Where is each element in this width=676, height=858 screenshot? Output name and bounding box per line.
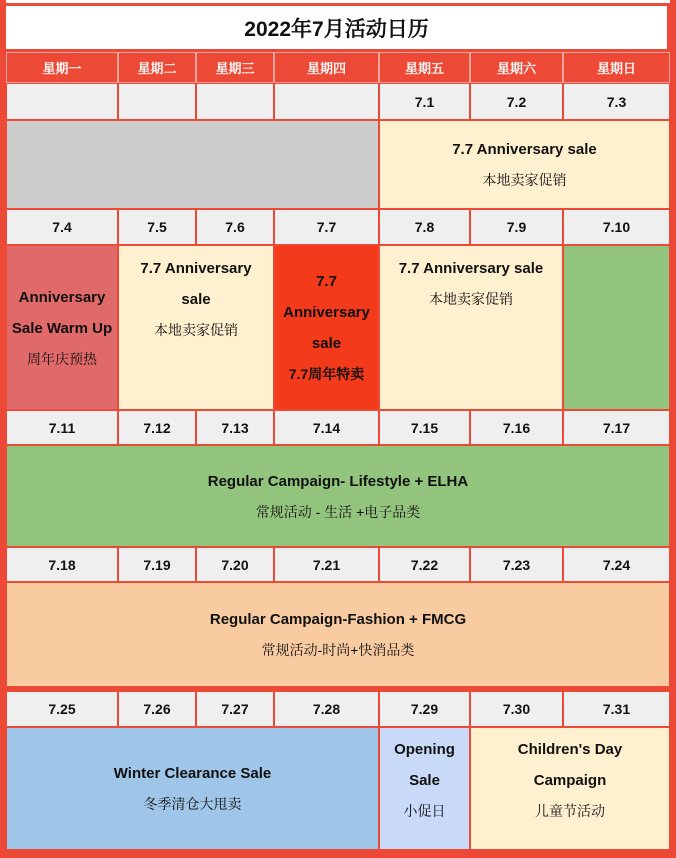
date-cell: 7.17: [563, 410, 670, 445]
date-cell: [196, 83, 274, 120]
event-anniversary-warm-up: [6, 245, 118, 410]
date-cell: 7.16: [470, 410, 563, 445]
right-border-strip: [670, 0, 676, 858]
date-cell: 7.21: [274, 547, 379, 582]
date-cell: 7.24: [563, 547, 670, 582]
event-regular-fashion: [6, 582, 670, 687]
event-title: Children's Day Campaign: [517, 741, 623, 789]
event-title: Anniversary Sale Warm Up: [11, 288, 113, 337]
page-title: 2022年7月活动日历: [3, 3, 670, 52]
date-cell: 7.1: [379, 83, 470, 120]
event-subtitle: 本地卖家促销: [429, 291, 513, 307]
event-anniversary-day: [274, 245, 379, 410]
event-anniversary-local: [118, 245, 274, 410]
event-title: 7.7 Anniversary sale: [452, 141, 597, 158]
empty-block: [6, 120, 379, 209]
event-subtitle: 常规活动 - 生活 +电子品类: [255, 503, 421, 520]
event-block-green: [563, 245, 670, 410]
date-cell: 7.15: [379, 410, 470, 445]
date-cell: 7.23: [470, 547, 563, 582]
date-cell: 7.26: [118, 691, 196, 727]
event-subtitle: 7.7周年特卖: [288, 366, 365, 382]
date-cell: [118, 83, 196, 120]
weekday-mon: 星期一: [6, 52, 118, 83]
date-cell: 7.19: [118, 547, 196, 582]
date-cell: 7.28: [274, 691, 379, 727]
date-cell: 7.2: [470, 83, 563, 120]
date-cell: 7.25: [6, 691, 118, 727]
date-cell: 7.5: [118, 209, 196, 245]
event-subtitle: 儿童节活动: [535, 803, 605, 819]
weekday-sun: 星期日: [563, 52, 670, 83]
event-subtitle: 常规活动-时尚+快消品类: [261, 642, 415, 658]
bottom-border-strip: [0, 850, 676, 858]
date-cell: 7.8: [379, 209, 470, 245]
date-cell: 7.3: [563, 83, 670, 120]
event-title: Regular Campaign-Fashion + FMCG: [209, 611, 467, 628]
event-title: 7.7 Anniversary sale: [398, 260, 544, 277]
weekday-sat: 星期六: [470, 52, 563, 83]
date-cell: 7.9: [470, 209, 563, 245]
date-cell: 7.4: [6, 209, 118, 245]
date-cell: 7.7: [274, 209, 379, 245]
event-opening-sale: [379, 727, 470, 850]
event-title: Winter Clearance Sale: [113, 765, 272, 782]
date-cell: 7.10: [563, 209, 670, 245]
date-cell: [6, 83, 118, 120]
date-cell: [274, 83, 379, 120]
event-subtitle: 小促日: [403, 803, 446, 819]
event-subtitle: 周年庆预热: [27, 350, 97, 367]
date-cell: 7.27: [196, 691, 274, 727]
event-subtitle: 本地卖家促销: [482, 172, 567, 188]
event-title: Regular Campaign- Lifestyle + ELHA: [207, 472, 469, 490]
event-anniversary-local: [379, 120, 670, 209]
weekday-thu: 星期四: [274, 52, 379, 83]
event-regular-lifestyle: [6, 445, 670, 547]
date-cell: 7.20: [196, 547, 274, 582]
event-subtitle: 本地卖家促销: [154, 322, 238, 338]
event-childrens-day: [470, 727, 670, 850]
date-cell: 7.30: [470, 691, 563, 727]
date-cell: 7.12: [118, 410, 196, 445]
event-anniversary-local: [379, 245, 563, 410]
date-cell: 7.6: [196, 209, 274, 245]
event-title: 7.7 Anniversary sale: [283, 273, 370, 352]
event-subtitle: 冬季清仓大甩卖: [143, 796, 242, 812]
date-cell: 7.31: [563, 691, 670, 727]
event-title: Opening Sale: [394, 741, 455, 789]
date-cell: 7.18: [6, 547, 118, 582]
event-winter-clearance: [6, 727, 379, 850]
weekday-wed: 星期三: [196, 52, 274, 83]
date-cell: 7.22: [379, 547, 470, 582]
date-cell: 7.13: [196, 410, 274, 445]
weekday-fri: 星期五: [379, 52, 470, 83]
date-cell: 7.11: [6, 410, 118, 445]
date-cell: 7.14: [274, 410, 379, 445]
weekday-tue: 星期二: [118, 52, 196, 83]
date-cell: 7.29: [379, 691, 470, 727]
event-title: 7.7 Anniversary sale: [140, 260, 252, 308]
